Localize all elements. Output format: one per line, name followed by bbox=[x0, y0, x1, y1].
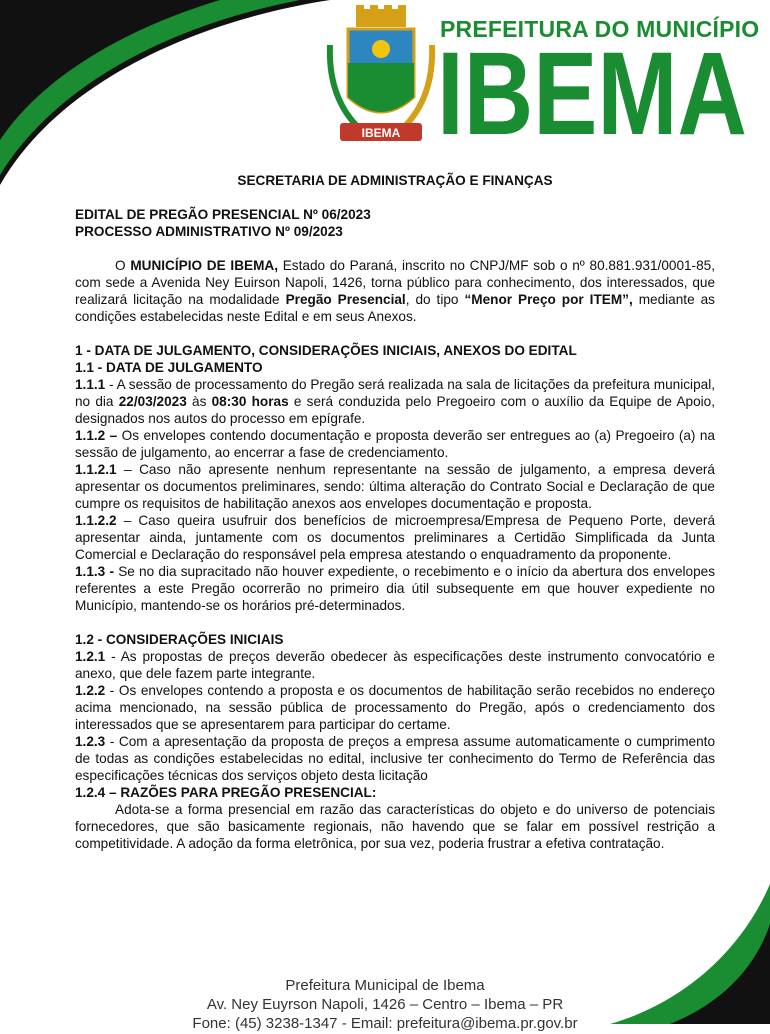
section-1-1-title: 1.1 - DATA DE JULGAMENTO bbox=[75, 360, 263, 375]
brand-prefeitura: PREFEITURA DO MUNICÍPIO bbox=[440, 16, 760, 42]
edital-title: EDITAL DE PREGÃO PRESENCIAL Nº 06/2023 bbox=[75, 207, 371, 222]
clause-1-1-3: 1.1.3 - Se no dia supracitado não houver expediente, o recebimento e o início da abertura dos envelopes referentes a este Pregão ocorrerão no primeiro dia útil subsequente em que houver expediente no Município, mantendo-se os horários pré-determinados. bbox=[75, 564, 715, 613]
clause-1-1-1: 1.1.1 - A sessão de processamento do Pregão será realizada na sala de licitações da prefeitura municipal, no dia 22/03/2023 às 08:30 horas e será conduzida pelo Pregoeiro com o auxílio da Equipe de Apoio, designados nos autos do processo em epígrafe. bbox=[75, 377, 715, 426]
brand-ibema-text: IBEMA bbox=[437, 38, 747, 138]
crest-caption: IBEMA bbox=[361, 126, 401, 140]
clause-1-2-2: 1.2.2 - Os envelopes contendo a proposta e os documentos de habilitação serão recebidos no endereço acima mencionado, na sessão pública de processamento do Pregão, após o credenciamento dos interessados que se apresentarem para participar do certame. bbox=[75, 683, 715, 732]
header-corner-decoration bbox=[0, 0, 330, 190]
clause-1-1-2-1: 1.1.2.1 – Caso não apresente nenhum representante na sessão de julgamento, a empresa deverá apresentar os documentos preliminares, sendo: última alteração do Contrato Social e Declaração de que cumpre os requisitos de habilitação anexos aos envelopes documentação e proposta. bbox=[75, 462, 715, 511]
footer-contact: Fone: (45) 3238-1347 - Email: prefeitura@ibema.pr.gov.br bbox=[192, 1015, 578, 1032]
section-1-2-title: 1.2 - CONSIDERAÇÕES INICIAIS bbox=[75, 632, 284, 647]
clause-1-2-4-text: Adota-se a forma presencial em razão das características do objeto e do universo de potenciais fornecedores, que são basicamente regionais, não havendo que se falar em possível restrição a competitividade. A adoção da forma eletrônica, por sua vez, poderia frustrar a efetiva contratação. bbox=[75, 802, 715, 851]
brand-ibema-logo bbox=[437, 38, 747, 138]
footer-org-name: Prefeitura Municipal de Ibema bbox=[285, 977, 485, 994]
document-body bbox=[75, 172, 715, 852]
clause-1-2-3: 1.2.3 - Com a apresentação da proposta de preços a empresa assume automaticamente o cumprimento de todas as condições estabelecidas no edital, inclusive ter conhecimento do Termo de Referência das especificações técnicas dos serviços objeto desta licitação bbox=[75, 734, 715, 783]
processo-title: PROCESSO ADMINISTRATIVO Nº 09/2023 bbox=[75, 224, 343, 239]
intro-paragraph: O MUNICÍPIO DE IBEMA, Estado do Paraná, inscrito no CNPJ/MF sob o nº 80.881.931/0001-85, com sede a Avenida Ney Euirson Napoli, 1426, torna público para conhecimento, dos interessados, que realizará licitação na modalidade Pregão Presencial, do tipo “Menor Preço por ITEM”, mediante as condições estabelecidas neste Edital e em seus Anexos. bbox=[75, 258, 715, 324]
section-1-title: 1 - DATA DE JULGAMENTO, CONSIDERAÇÕES INICIAIS, ANEXOS DO EDITAL bbox=[75, 343, 577, 358]
municipal-crest-icon bbox=[326, 5, 436, 153]
clause-1-2-1: 1.2.1 - As propostas de preços deverão obedecer às especificações deste instrumento convocatório e anexo, que dele fazem parte integrante. bbox=[75, 649, 715, 681]
clause-1-2-4-title: 1.2.4 – RAZÕES PARA PREGÃO PRESENCIAL: bbox=[75, 785, 377, 800]
secretariat-title: SECRETARIA DE ADMINISTRAÇÃO E FINANÇAS bbox=[237, 173, 553, 188]
clause-1-1-2: 1.1.2 – Os envelopes contendo documentação e proposta deverão ser entregues ao (a) Pregoeiro (a) na sessão de julgamento, ao encerrar a fase de credenciamento. bbox=[75, 428, 715, 460]
footer-address: Av. Ney Euyrson Napoli, 1426 – Centro – Ibema – PR bbox=[206, 996, 564, 1013]
clause-1-1-2-2: 1.1.2.2 – Caso queira usufruir dos benefícios de microempresa/Empresa de Pequeno Porte, deverá apresentar ainda, juntamente com os documentos preliminares a Certidão Simplificada da Junta Comercial e Declaração do responsável pela empresa atestando o enquadramento da proponente. bbox=[75, 513, 715, 562]
